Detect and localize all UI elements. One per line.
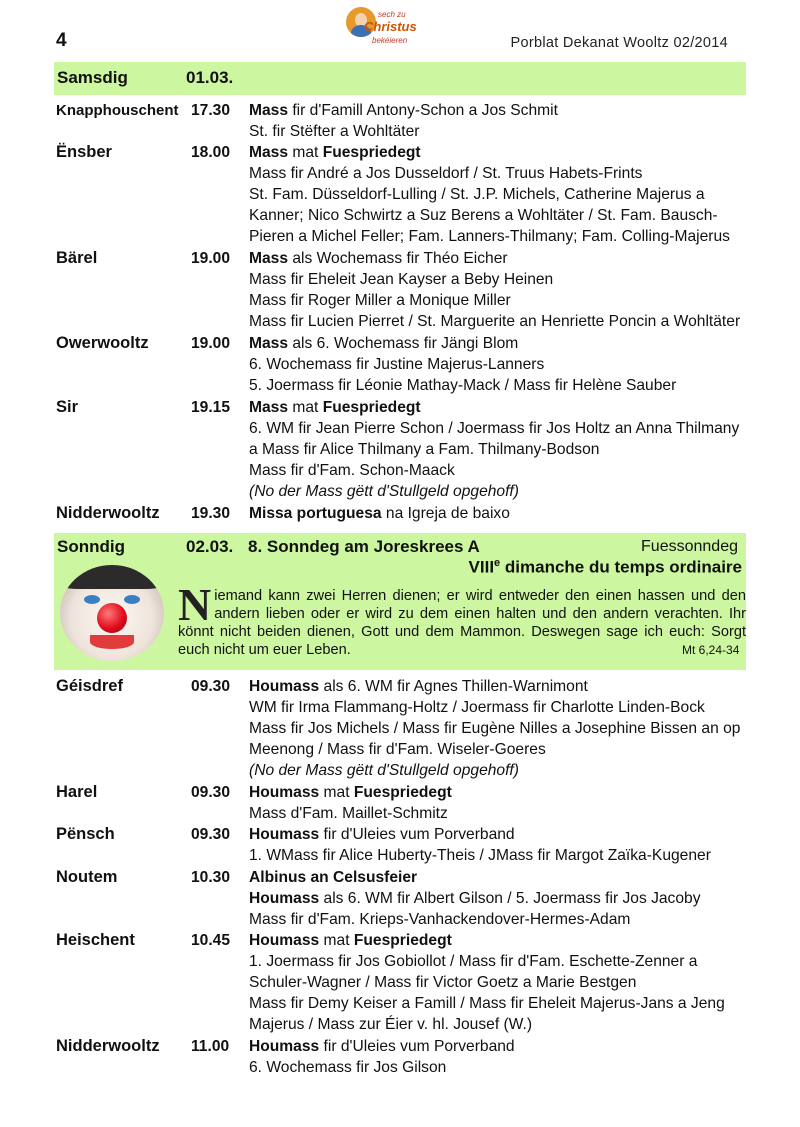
clown-face-image — [60, 565, 164, 661]
entry-line — [249, 248, 749, 269]
entry-place: Géisdref — [56, 677, 123, 695]
entry-line — [249, 290, 749, 311]
entry-line — [249, 375, 749, 396]
entry-bold-text: Fuespriedegt — [322, 398, 421, 416]
entry-bold-text: Mass — [249, 144, 289, 162]
entry-text: Mass fir Eheleit Jean Kayser a Beby Heinen — [249, 271, 554, 289]
entry-bold-text: Houmass — [249, 678, 320, 695]
entry-bold-text: Houmass — [249, 784, 320, 801]
entry-line — [249, 142, 749, 163]
entry-text: Mass d'Fam. Maillet-Schmitz — [249, 805, 448, 822]
entry-bold-text: Mass — [249, 102, 289, 119]
entry-line — [249, 739, 749, 760]
entry-line — [249, 311, 749, 332]
entry-text: mat — [319, 784, 354, 801]
entry-bold-text: Fuespriedegt — [353, 932, 452, 950]
entry-place: Ënsber — [56, 143, 112, 162]
entry-text: 1. Joermass fir Jos Gobiollot / Mass fir d'Fam. Eschette-Zenner a — [249, 953, 698, 971]
logo-line-2: Christus — [364, 19, 417, 34]
entry-bold-text: Houmass — [249, 889, 320, 907]
entry-line — [249, 951, 749, 972]
entry-text: mat — [319, 932, 354, 950]
entry-bold-text: Mass — [249, 398, 289, 416]
entry-text: 6. WM fir Jean Pierre Schon / Joermass fir Jos Holtz an Anna Thilmany — [249, 419, 740, 437]
entry-place: Pënsch — [56, 825, 115, 844]
entry-text: Mass fir d'Fam. Schon-Maack — [249, 461, 455, 479]
entry-text: als Wochemass fir Théo Eicher — [288, 250, 508, 268]
entry-line — [249, 1014, 749, 1035]
entry-bold-text: Houmass — [249, 932, 320, 950]
entry-place: Harel — [56, 783, 98, 801]
page-number: 4 — [56, 30, 67, 51]
quote-text: iemand kann zwei Herren dienen; er wird entweder den einen hassen und den andern lieben oder er wird zu dem einen halten und den andern verachten. Ihr könnt nicht beiden dienen, Gott und dem Mammon. Deswegen sage ich euch: Sorgt euch nicht um euer Leben. — [178, 588, 746, 658]
entry-line — [249, 718, 749, 739]
entry-line — [249, 993, 749, 1014]
entry-line — [249, 226, 749, 247]
entry-text: als 6. WM fir Albert Gilson / 5. Joermass fir Jos Jacoby — [319, 889, 701, 907]
entry-bold-text: Albinus an Celsusfeier — [249, 868, 418, 886]
logo-line-3: bekéieren — [372, 36, 408, 45]
entry-line — [249, 269, 749, 290]
page-header — [0, 0, 800, 66]
entry-line — [249, 845, 749, 866]
saturday-day: Samsdig — [57, 68, 128, 87]
entry-line — [249, 163, 749, 184]
entry-text: fir d'Uleies vum Porverband — [319, 1038, 515, 1056]
gospel-quote — [178, 579, 746, 659]
entry-line — [249, 184, 749, 205]
entry-text: Majerus / Mass zur Éier v. hl. Jousef (W.) — [249, 1016, 533, 1034]
entry-line — [249, 888, 749, 909]
entry-place: Sir — [56, 397, 79, 416]
entry-line — [249, 100, 749, 121]
entry-line — [249, 333, 749, 354]
entry-bold-text: Fuespriedegt — [353, 784, 452, 801]
entry-italic-text: (No der Mass gëtt d'Stullgeld opgehoff) — [249, 482, 519, 500]
entry-place: Nidderwooltz — [56, 503, 160, 522]
entry-text: fir d'Uleies vum Porverband — [319, 826, 515, 844]
entry-line — [249, 503, 749, 524]
entry-bold-text: Houmass — [249, 1038, 320, 1056]
logo-line-1: sech zu — [378, 10, 406, 19]
entry-line — [249, 121, 749, 142]
entry-line — [249, 481, 749, 502]
entry-line — [249, 803, 749, 824]
entry-time: 11.00 — [191, 1038, 230, 1056]
entry-place: Noutem — [56, 867, 118, 886]
entry-time: 19.00 — [191, 250, 231, 268]
entry-text: Meenong / Mass fir d'Fam. Wiseler-Goeres — [249, 741, 546, 758]
entry-text: St. fir Stëfter a Wohltäter — [249, 123, 420, 140]
entry-line — [249, 418, 749, 439]
sunday-day: Sonndig — [57, 537, 125, 556]
entry-bold-text: Missa portuguesa — [249, 504, 382, 522]
sunday-date: 02.03. — [186, 537, 234, 556]
entry-text: fir d'Famill Antony-Schon a Jos Schmit — [288, 102, 558, 119]
entry-line — [249, 439, 749, 460]
entry-text: Mass fir Demy Keiser a Famill / Mass fir Eheleit Majerus-Jans a Jeng — [249, 995, 725, 1013]
entry-line — [249, 676, 749, 697]
entry-text: Mass fir Lucien Pierret / St. Marguerite an Henriette Poncin a Wohltäter — [249, 313, 741, 331]
entry-line — [249, 782, 749, 803]
entry-text: Mass fir Roger Miller a Monique Miller — [249, 292, 511, 310]
entry-line — [249, 972, 749, 993]
entry-text: mat — [288, 398, 323, 416]
logo — [342, 6, 417, 66]
entry-line — [249, 1036, 749, 1057]
sunday-title: 8. Sonndeg am Joreskrees A — [248, 537, 480, 556]
entry-place: Owerwooltz — [56, 334, 149, 353]
entry-text: na Igreja de baixo — [381, 504, 510, 522]
entry-line — [249, 1057, 749, 1078]
entry-bold-text: Fuespriedegt — [322, 144, 421, 162]
entry-place: Heischent — [56, 931, 135, 950]
entry-time: 17.30 — [191, 102, 231, 119]
entry-time: 10.30 — [191, 868, 231, 886]
entry-text: Mass fir d'Fam. Krieps-Vanhackendover-Hermes-Adam — [249, 910, 631, 928]
entry-line — [249, 397, 749, 418]
entry-text: mat — [288, 144, 323, 162]
entry-time: 19.00 — [191, 335, 231, 353]
entry-text: 1. WMass fir Alice Huberty-Theis / JMass fir Margot Zaïka-Kugener — [249, 847, 711, 865]
entry-text: 5. Joermass fir Léonie Mathay-Mack / Mass fir Helène Sauber — [249, 377, 677, 395]
quote-reference: Mt 6,24-34 — [682, 643, 740, 657]
saturday-date: 01.03. — [186, 68, 234, 87]
entry-line — [249, 697, 749, 718]
entry-text: a Mass fir Alice Thilmany a Fam. Thilmany-Bodson — [249, 440, 600, 458]
publication-title: Porblat Dekanat Wooltz 02/2014 — [510, 35, 728, 51]
entry-text: Mass fir André a Jos Dusseldorf / St. Truus Habets-Frints — [249, 165, 643, 183]
entry-place: Bärel — [56, 249, 98, 268]
entry-time: 19.15 — [191, 398, 231, 416]
entry-time: 09.30 — [191, 678, 231, 695]
entry-line — [249, 867, 749, 888]
entry-text: 6. Wochemass fir Justine Majerus-Lanners — [249, 356, 545, 374]
entry-line — [249, 354, 749, 375]
entry-line — [249, 930, 749, 951]
french-title: VIIIe dimanche du temps ordinaire — [468, 557, 742, 577]
entry-place: Nidderwooltz — [56, 1037, 160, 1056]
entry-line — [249, 460, 749, 481]
saturday-band — [54, 62, 746, 95]
entry-text: Pieren a Michel Feller; Fam. Lanners-Thilmany; Fam. Colling-Majerus — [249, 228, 730, 246]
entry-bold-text: Mass — [249, 335, 289, 353]
entry-time: 09.30 — [191, 784, 231, 801]
entry-italic-text: (No der Mass gëtt d'Stullgeld opgehoff) — [249, 762, 519, 779]
entry-text: Schuler-Wagner / Mass fir Victor Goetz a Marie Bestgen — [249, 974, 637, 992]
entry-time: 09.30 — [191, 826, 231, 844]
entry-time: 18.00 — [191, 144, 231, 162]
entry-line — [249, 909, 749, 930]
entry-line — [249, 760, 749, 781]
entry-line — [249, 205, 749, 226]
entry-bold-text: Mass — [249, 250, 289, 268]
entry-text: als 6. WM fir Agnes Thillen-Warnimont — [319, 678, 588, 695]
entry-text: St. Fam. Düsseldorf-Lulling / St. J.P. Michels, Catherine Majerus a — [249, 186, 705, 204]
entry-line — [249, 824, 749, 845]
entry-bold-text: Houmass — [249, 826, 320, 844]
entry-place: Knapphouschent — [56, 102, 179, 119]
quote-dropcap: N — [178, 579, 212, 630]
entry-text: 6. Wochemass fir Jos Gilson — [249, 1059, 447, 1077]
fuessonndeg-label: Fuessonndeg — [641, 538, 738, 555]
entry-text: Kanner; Nico Schwirtz a Suz Berens a Wohltäter / St. Fam. Bausch- — [249, 207, 718, 225]
entry-text: als 6. Wochemass fir Jängi Blom — [288, 335, 519, 353]
entry-time: 19.30 — [191, 504, 231, 522]
entry-text: Mass fir Jos Michels / Mass fir Eugène Nilles a Josephine Bissen an op — [249, 720, 741, 737]
entry-time: 10.45 — [191, 932, 231, 950]
entry-text: WM fir Irma Flammang-Holtz / Joermass fir Charlotte Linden-Bock — [249, 699, 705, 716]
